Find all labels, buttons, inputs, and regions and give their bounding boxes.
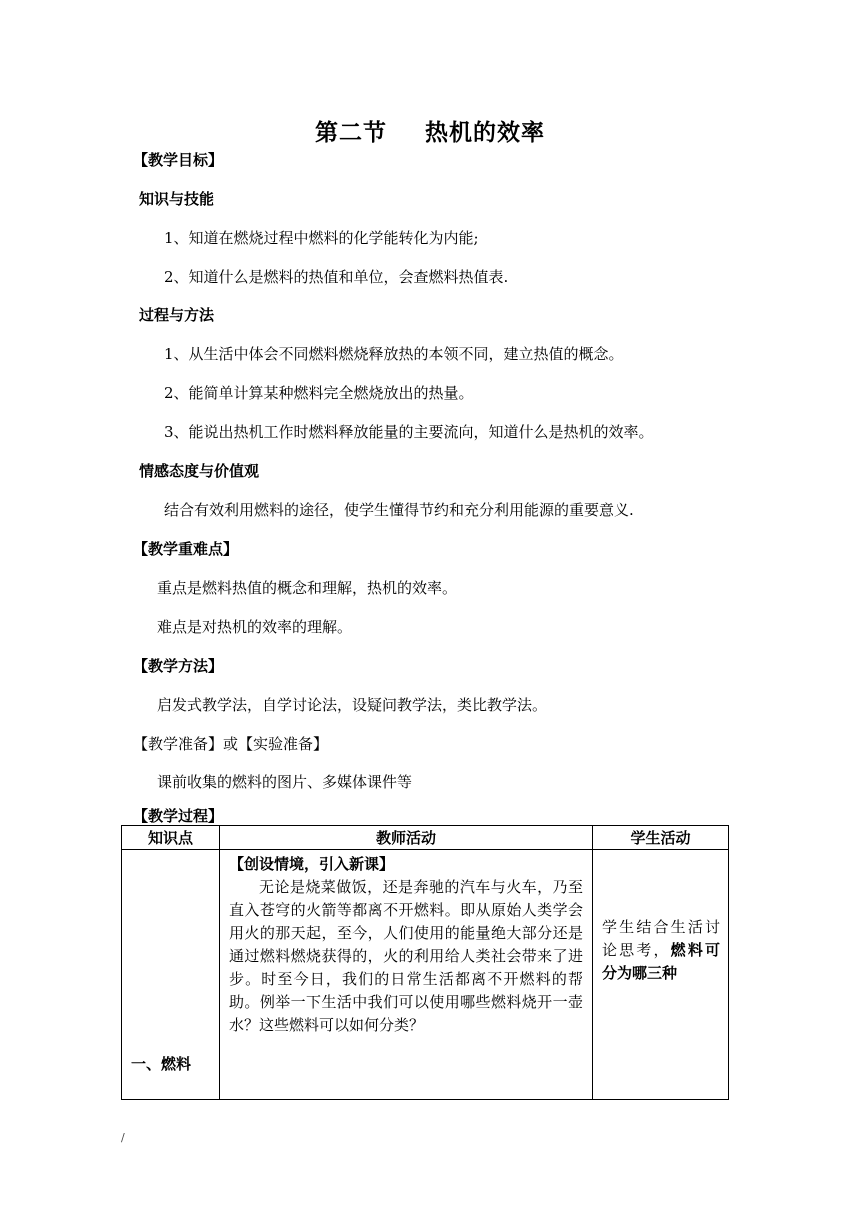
knowledge-point-cell	[122, 850, 220, 1100]
column-header-knowledge-point: 知识点	[122, 826, 220, 850]
teaching-process-table	[121, 825, 729, 1100]
teacher-activity-lead: 【创设情境，引入新课】	[229, 855, 395, 873]
preparation-header: 【教学准备】或【实验准备】	[133, 735, 329, 753]
teacher-activity-cell	[220, 850, 593, 1100]
difficult-point-text: 难点是对热机的效率的理解。	[157, 618, 353, 636]
process-item-3: 3、能说出热机工作时燃料释放能量的主要流向，知道什么是热机的效率。	[164, 423, 654, 441]
title-section: 第二节	[315, 120, 387, 146]
table-header-row	[122, 826, 729, 850]
knowledge-label: 知识与技能	[139, 190, 215, 208]
student-activity-text: 学生结合生活讨论思考，	[602, 918, 720, 959]
process-table-header: 【教学过程】	[133, 807, 224, 825]
key-point-text: 重点是燃料热值的概念和理解，热机的效率。	[157, 579, 458, 597]
student-activity-cell	[593, 850, 729, 1100]
emotion-label: 情感态度与价值观	[139, 462, 260, 480]
emotion-text: 结合有效利用燃料的途径，使学生懂得节约和充分利用能源的重要意义.	[164, 501, 634, 519]
methods-header: 【教学方法】	[133, 657, 224, 675]
process-item-2: 2、能简单计算某种燃料完全燃烧放出的热量。	[164, 384, 474, 402]
student-activity-emphasis: 燃料可分为哪三种	[602, 941, 720, 982]
process-label: 过程与方法	[139, 306, 215, 324]
title-topic: 热机的效率	[425, 120, 545, 146]
knowledge-point-text: 一、燃料	[131, 1055, 192, 1073]
key-points-header: 【教学重难点】	[133, 540, 239, 558]
page-title	[0, 114, 860, 147]
preparation-text: 课前收集的燃料的图片、多媒体课件等	[157, 773, 413, 791]
objectives-header: 【教学目标】	[133, 151, 224, 169]
knowledge-item-1: 1、知道在燃烧过程中燃料的化学能转化为内能;	[164, 229, 479, 247]
column-header-teacher-activity: 教师活动	[220, 826, 593, 850]
teacher-activity-text: 无论是烧菜做饭，还是奔驰的汽车与火车，乃至直入苍穹的火箭等都离不开燃料。即从原始人类学会用火的那天起，至今，人们使用的能量绝大部分还是通过燃料燃烧获得的，火的利用给人类社会带来了进步。时至今日，我们的日常生活都离不开燃料的帮助。例举一下生活中我们可以使用哪些燃料烧开一壶水？这些燃料可以如何分类？	[229, 878, 583, 1034]
page-mark: /	[121, 1131, 125, 1144]
process-item-1: 1、从生活中体会不同燃料燃烧释放热的本领不同，建立热值的概念。	[164, 345, 624, 363]
methods-text: 启发式教学法，自学讨论法，设疑问教学法，类比教学法。	[157, 696, 548, 714]
table-row	[122, 850, 729, 1100]
column-header-student-activity: 学生活动	[593, 826, 729, 850]
knowledge-item-2: 2、知道什么是燃料的热值和单位，会查燃料热值表.	[164, 268, 509, 286]
